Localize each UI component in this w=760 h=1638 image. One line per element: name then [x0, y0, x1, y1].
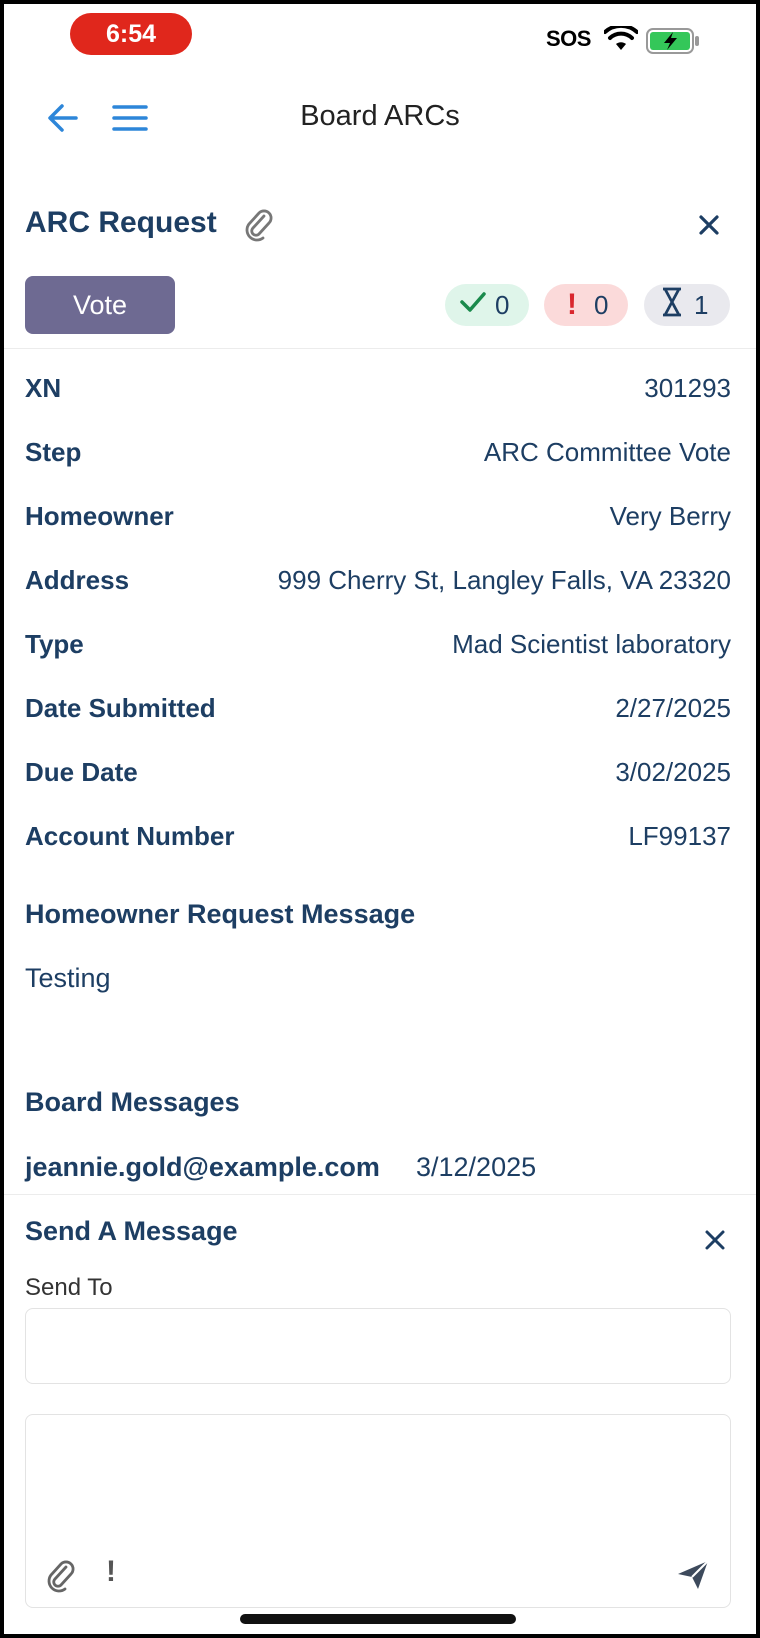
- wifi-icon: [604, 26, 638, 52]
- detail-label: XN: [25, 373, 62, 403]
- detail-label: Homeowner: [25, 501, 174, 531]
- home-indicator[interactable]: [240, 1614, 516, 1624]
- close-icon[interactable]: [694, 210, 724, 240]
- detail-row-due-date: [25, 757, 731, 797]
- send-message-heading: Send A Message: [25, 1216, 238, 1246]
- message-input[interactable]: [40, 1425, 716, 1545]
- detail-row-date-submitted: [25, 693, 731, 733]
- board-message-sender[interactable]: jeannie.gold@example.com: [25, 1152, 380, 1182]
- detail-row-type: [25, 629, 731, 669]
- detail-label: Type: [25, 629, 84, 659]
- battery-charging-icon: [646, 28, 700, 54]
- app-screen: [4, 4, 756, 1634]
- send-to-input[interactable]: [25, 1308, 731, 1384]
- pending-count: 1: [694, 289, 709, 320]
- nav-bar: [4, 78, 756, 158]
- board-message-date: 3/12/2025: [416, 1152, 537, 1182]
- detail-value: Mad Scientist laboratory: [452, 629, 731, 659]
- detail-row-address: [25, 565, 731, 605]
- detail-label: Date Submitted: [25, 693, 216, 723]
- hourglass-icon: [658, 287, 686, 324]
- detail-value: 301293: [644, 373, 731, 403]
- status-time: 6:54: [70, 13, 192, 55]
- approved-count-badge: [445, 284, 529, 326]
- denied-count-badge: [544, 284, 628, 326]
- request-title: ARC Request: [25, 206, 217, 239]
- detail-label: Step: [25, 437, 82, 467]
- close-icon[interactable]: [701, 1226, 729, 1254]
- detail-value: 2/27/2025: [615, 693, 731, 723]
- message-compose-box: [25, 1414, 731, 1608]
- status-carrier: SOS: [546, 26, 591, 51]
- detail-row-account-number: [25, 821, 731, 861]
- page-title: Board ARCs: [300, 100, 460, 132]
- detail-value: ARC Committee Vote: [483, 437, 731, 467]
- exclamation-icon: !: [567, 288, 577, 321]
- detail-row-step: [25, 437, 731, 477]
- board-messages-heading: Board Messages: [25, 1087, 240, 1117]
- detail-value: 999 Cherry St, Langley Falls, VA 23320: [277, 565, 731, 595]
- denied-count: 0: [594, 289, 609, 320]
- detail-value: Very Berry: [609, 501, 731, 531]
- detail-value: LF99137: [628, 821, 731, 851]
- approved-count: 0: [495, 289, 510, 320]
- detail-value: 3/02/2025: [615, 757, 731, 787]
- header-divider: [4, 348, 756, 349]
- detail-label: Due Date: [25, 757, 138, 787]
- send-divider: [4, 1194, 756, 1195]
- urgent-exclamation-icon[interactable]: !: [106, 1555, 116, 1588]
- paperclip-icon[interactable]: [244, 208, 274, 242]
- detail-row-homeowner: [25, 501, 731, 541]
- status-bar: [4, 4, 756, 70]
- pending-count-badge: [644, 284, 730, 326]
- detail-label: Address: [25, 565, 130, 595]
- send-to-label: Send To: [25, 1274, 113, 1301]
- homeowner-message-heading: Homeowner Request Message: [25, 899, 416, 929]
- detail-label: Account Number: [25, 821, 235, 851]
- vote-button[interactable]: Vote: [25, 276, 175, 334]
- checkmark-icon: [459, 290, 487, 321]
- detail-row-xn: [25, 373, 731, 413]
- homeowner-message-text: Testing: [25, 963, 111, 993]
- send-icon[interactable]: [676, 1559, 710, 1591]
- paperclip-icon[interactable]: [46, 1559, 76, 1593]
